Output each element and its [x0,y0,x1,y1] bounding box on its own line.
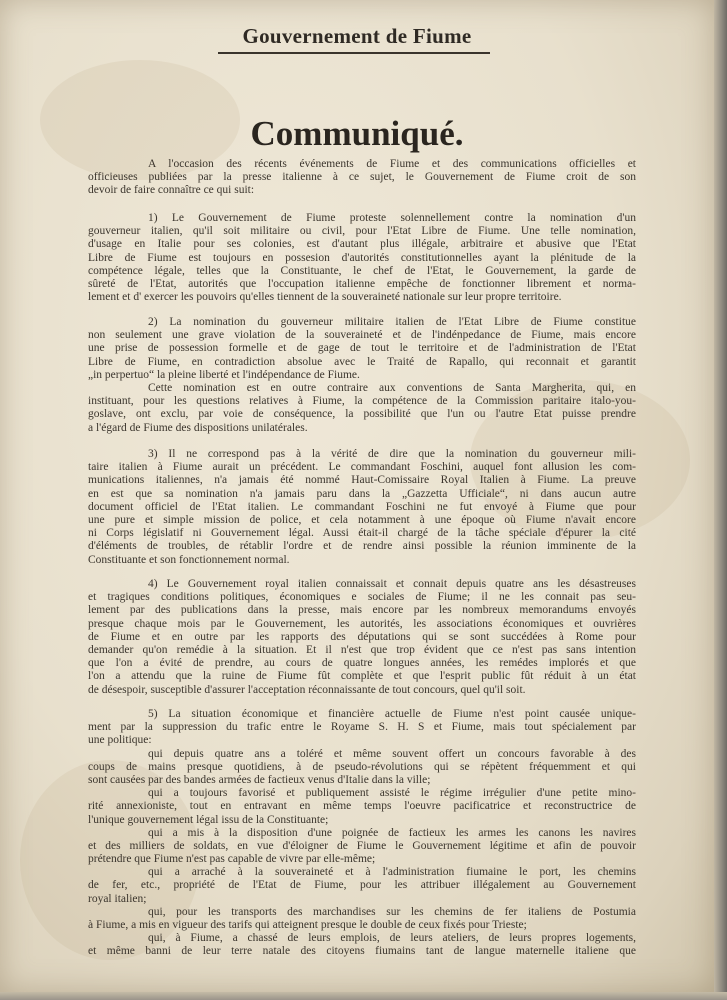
paragraph [88,708,636,959]
text-line: et tragiques conditions politiques, économiques e sociales de Fiume; il ne les connait pas seu- [88,591,636,604]
text-line: qui a mis à la disposition d'une poignée de factieux les armes les canons les navires [148,826,636,839]
text-line: 1) Le Gouvernement de Fiume proteste solennellement contre la nomination d'un [148,212,636,224]
text-line: rité annexioniste, tout en entravant en même temps l'oeuvre pacificatrice et reconstructrice de [88,800,636,813]
document-header: Gouvernement de Fiume [242,24,472,48]
text-line: qui, pour les transports des marchandises sur les chemins de fer italiens de Postumia [148,905,636,918]
paragraph [88,316,636,435]
text-line: de désespoir, susceptible d'assurer l'acceptation réconnaissante de tout concours, quel qu'il soit. [88,683,526,696]
text-line: lement et d' exercer les pouvoirs qu'elles tiennent de la souveraineté nationale sur leur propre territoire. [88,291,562,304]
text-line: que l'on a évité de prendre, au cours de quatre longues années, les remédes implorés et que [88,657,636,670]
text-line: une pure et simple mission de police, et cela notamment à une époque où Fiume n'avait encore [88,513,636,526]
text-line: Libre de Fiume, en contradiction absolue avec le Traité de Rapallo, qui reconnait et garantit [88,355,636,368]
scan-edge-bottom [0,992,727,1000]
text-line: de Fiume et en outre par les rapports des députations qui se sont succédées à Rome pour [88,630,636,643]
text-line: Constituante et son fonctionnement normal. [88,553,290,566]
text-line: compétence légale, telles que la Constituante, le chef de l'Etat, le Gouvernement, la garde de [88,264,636,277]
text-line: et même banni de leur terre natale des citoyens fiumains tant de langue maternelle italiene que [88,945,636,958]
text-line: l'on a attendu que la ruine de Fiume fût complète et que l'esprit public fût réduit à un état [88,670,636,683]
text-line: lement par des publications dans la presse, mais encore par les nombreux memorandums envoyés [88,604,636,617]
text-line: qui, à Fiume, a chassé de leurs emplois, de leurs ateliers, de leurs propres logements, [148,932,636,945]
text-line: à Fiume, a mis en vigueur des tarifs qui atteignent presque le double de ceux fixés pour Trieste; [88,919,527,931]
text-line: qui a arraché à la souveraineté et à l'administration fiumaine le port, les chemins [148,866,636,879]
text-line: qui a toujours favorisé et publiquement assisté le régime irrégulier d'une petite mino- [148,787,636,800]
text-line: officieuses publiées par la presse italienne à ce sujet, le Gouvernement de Fiume croit de son [88,171,636,184]
text-line: royal italien; [88,892,147,905]
text-line: une politique: [88,734,152,747]
text-line: 2) La nomination du gouverneur militaire italien de l'Etat Libre de Fiume constitue [148,316,636,328]
text-line: presque chaque mois par le Gouvernement, les autorités, les associations économiques et ouvrières [88,617,636,630]
paragraph [88,578,636,697]
text-line: ni Corps législatif ni Gouvernement légal. Aussi était-il chargé de la tâche spéciale d'épurer la cité [88,527,636,540]
paragraph [88,448,636,567]
text-line: gouverneur italien, qu'il soit militaire ou civil, pour l'Etat Libre de Fiume. Une telle nomination, [88,225,636,238]
text-line: non seulement une grave violation de la souveraineté et de l'indénpedance de Fiume, mais encore [88,329,636,342]
text-line: Libre de Fiume est toujours en possesion d'autorités constitutionnelles ayant la plénitude de la [88,251,636,264]
text-line: demander qu'on remédie à la situation. Et il n'est que trop évident que ce n'est pas sans intention [88,643,636,656]
text-line: sont causées par des bandes armées de factieux venus d'Italie dans la ville; [88,773,431,786]
text-line: l'unique gouvernement légal issu de la Constituante; [88,813,329,826]
text-line: taire italien à Fiume aurait un précédent. Le commandant Foschini, auquel font allusion les com- [88,461,636,474]
text-line: A l'occasion des récents événements de Fiume et des communications officielles et [148,158,636,170]
header-underline [218,52,490,54]
scan-edge-right [714,0,727,1000]
text-line: devoir de faire connaître ce qui suit: [88,184,255,197]
text-line: a l'égard de Fiume des dispositions unilatérales. [88,421,308,434]
text-line: 3) Il ne correspond pas à la vérité de dire que la nomination du gouverneur mili- [148,448,636,460]
text-line: 4) Le Gouvernement royal italien connaissait et connait depuis quatre ans les désastreuses [148,578,636,590]
text-line: coups de mains presque quotidiens, à de pseudo-révolutions qui se répètent fréquemment et qui [88,760,636,773]
text-line: d'éléments de troubles, de rétablir l'ordre et de rendre ainsi possible la réunion imminente de la [88,540,636,553]
text-line: d'usage en Italie pour ses colonies, est d'autant plus illégale, arbitraire et abusive que l'Etat [88,238,636,251]
text-line: ment par la suppression du trafic entre le Royame S. H. S et Fiume, mais tout spécialement par [88,721,636,734]
text-line: instituant, pour les questions relatives à Fiume, la compétence de la Commission paritaire italo-you- [88,395,636,408]
text-line: munications italiennes, n'a jamais été nommé Haut-Comissaire Royal Italien à Fiume. La preuve [88,474,636,487]
text-line: 5) La situation économique et financière actuelle de Fiume n'est point causée unique- [148,708,636,720]
text-line: sûreté de l'Etat, autorités que l'occupation italienne empêche de fonctionner librement et norma- [88,277,636,290]
text-line: „in perpertuo“ la pleine liberté et l'indépendance de Fiume. [88,368,360,381]
text-line: Cette nomination est en outre contraire aux conventions de Santa Margherita, qui, en [148,381,636,394]
paragraph [88,212,636,304]
text-line: qui depuis quatre ans a toléré et même souvent offert un concours favorable à des [148,747,636,760]
text-line: document officiel de l'Etat italien. Le commandant Foschini ne fut envoyé à Fiume que pour [88,500,636,513]
text-line: prétendre que Fiume n'est pas capable de vivre par elle-même; [88,853,376,866]
text-line: et des milliers de soldats, en vue d'éloigner de Fiume le Gouvernement légitime et afin de pouvoir [88,839,636,852]
text-line: une prise de possession formelle et de gage de tout le territoire et de l'administration de l'Etat [88,342,636,355]
paragraph [88,158,636,198]
text-line: de fer, etc., propriété de l'Etat de Fiume, pour les attribuer illégalement au Gouvernement [88,879,636,892]
page-title: Communiqué. [250,114,464,153]
text-line: en est que sa nomination n'a jamais paru dans la „Gazzetta Ufficiale“, ni dans aucun autre [88,487,636,500]
text-line: goslave, ont exclu, par voie de conséquence, la possibilité que l'un ou l'autre Etat puisse prendre [88,408,636,421]
